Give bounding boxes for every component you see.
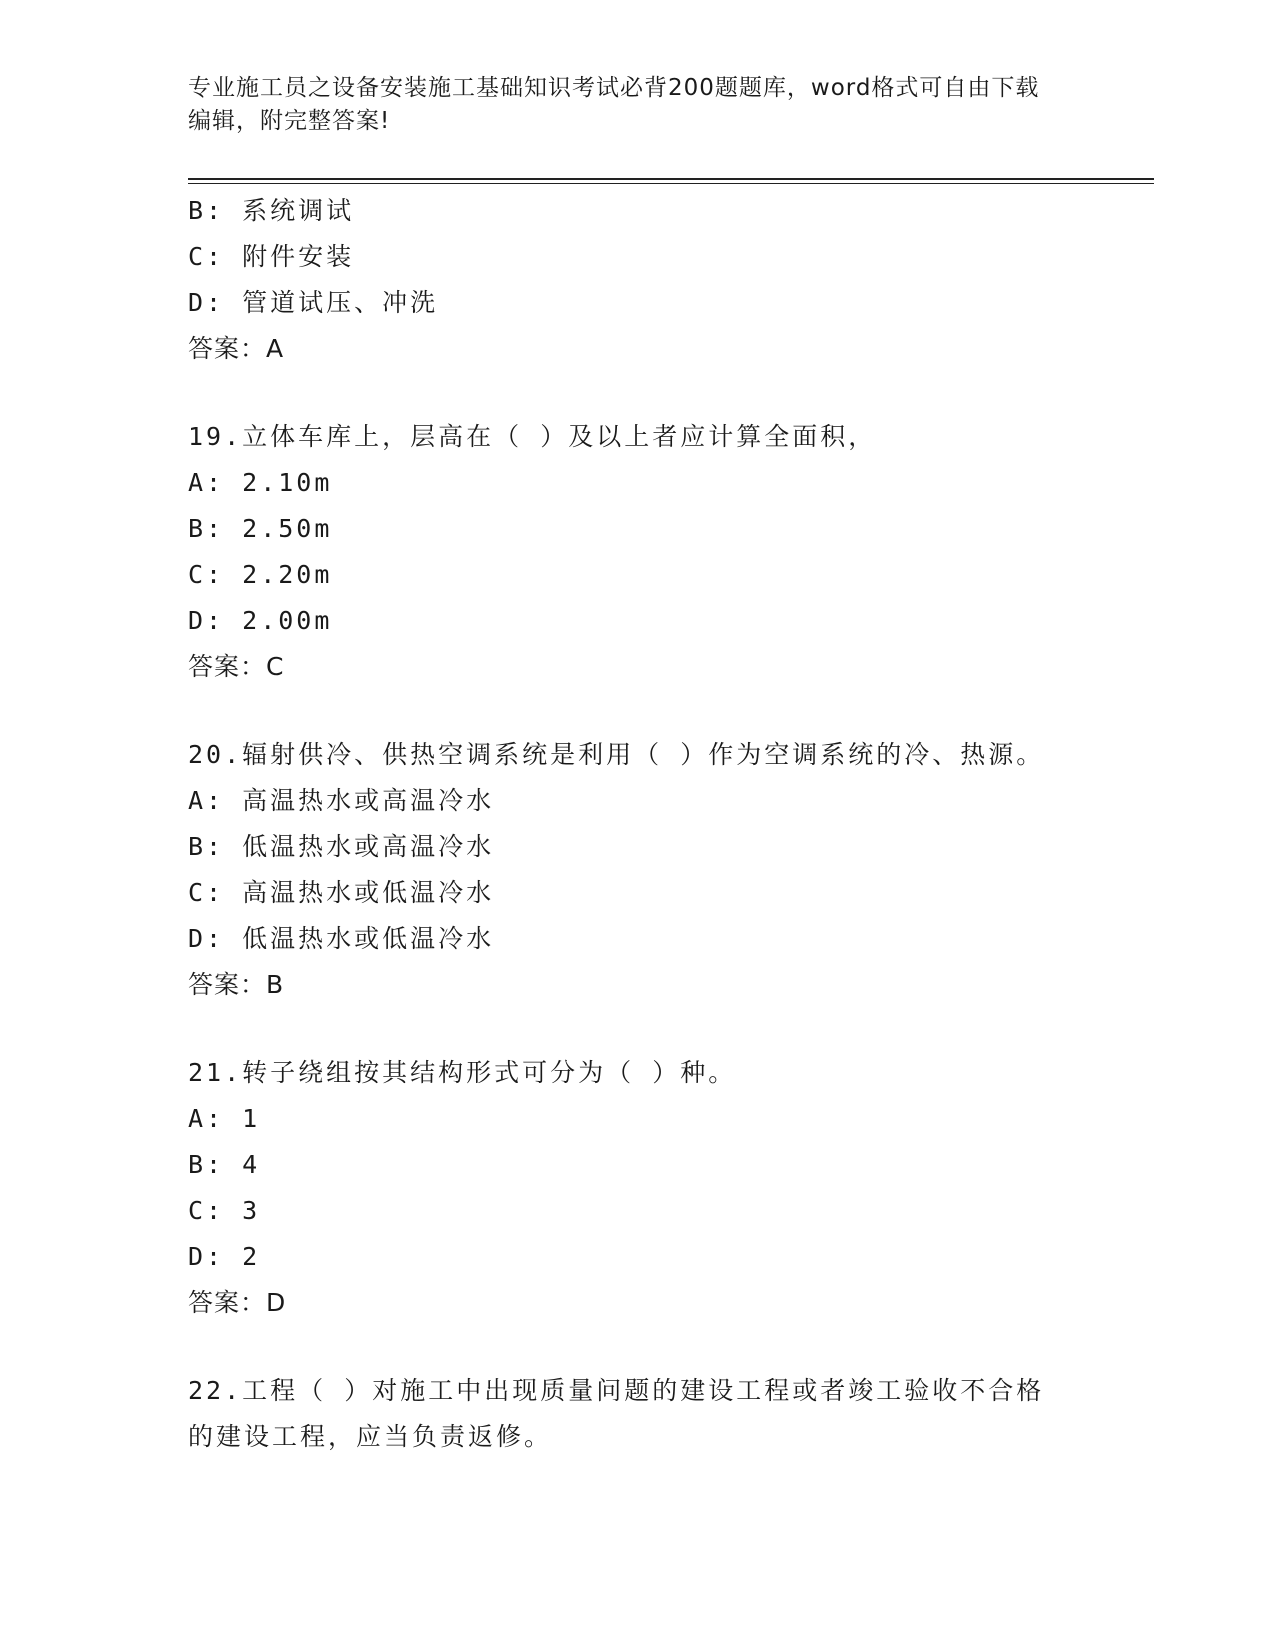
option-b: B: 2.50m [188, 514, 333, 543]
header-line-1: 专业施工员之设备安装施工基础知识考试必背200题题库，word格式可自由下载 [188, 75, 1040, 101]
option-a: A: 2.10m [188, 468, 333, 497]
question-stem-line-2: 的建设工程，应当负责返修。 [188, 1422, 553, 1451]
answer: 答案：A [188, 334, 285, 363]
option-c: C: 3 [188, 1196, 261, 1225]
option-d: D: 管道试压、冲洗 [188, 288, 439, 317]
question-stem: 20.辐射供冷、供热空调系统是利用（ ）作为空调系统的冷、热源。 [188, 740, 1045, 769]
answer: 答案：D [188, 1288, 287, 1317]
question-19 [188, 414, 1088, 690]
header-rule-thin [188, 183, 1154, 184]
option-a: A: 高温热水或高温冷水 [188, 786, 495, 815]
option-b: B: 系统调试 [188, 196, 355, 225]
question-stem: 19.立体车库上，层高在（ ）及以上者应计算全面积， [188, 422, 877, 451]
question-list [188, 188, 1088, 1460]
option-c: C: 2.20m [188, 560, 333, 589]
option-b: B: 低温热水或高温冷水 [188, 832, 495, 861]
option-d: D: 2 [188, 1242, 261, 1271]
question-stem-line-1: 22.工程（ ）对施工中出现质量问题的建设工程或者竣工验收不合格 [188, 1376, 1045, 1405]
option-a: A: 1 [188, 1104, 261, 1133]
header-rule-thick [188, 178, 1154, 180]
header-line-2: 编辑，附完整答案! [188, 108, 391, 134]
option-c: C: 高温热水或低温冷水 [188, 878, 495, 907]
question-21 [188, 1050, 1088, 1326]
option-d: D: 低温热水或低温冷水 [188, 924, 495, 953]
question-20 [188, 732, 1088, 1008]
answer: 答案：B [188, 970, 285, 999]
option-d: D: 2.00m [188, 606, 333, 635]
answer: 答案：C [188, 652, 285, 681]
document-header [188, 72, 1088, 138]
question-stem: 21.转子绕组按其结构形式可分为（ ）种。 [188, 1058, 737, 1087]
option-b: B: 4 [188, 1150, 261, 1179]
question-22 [188, 1368, 1088, 1460]
option-c: C: 附件安装 [188, 242, 355, 271]
question-18-tail [188, 188, 1088, 372]
